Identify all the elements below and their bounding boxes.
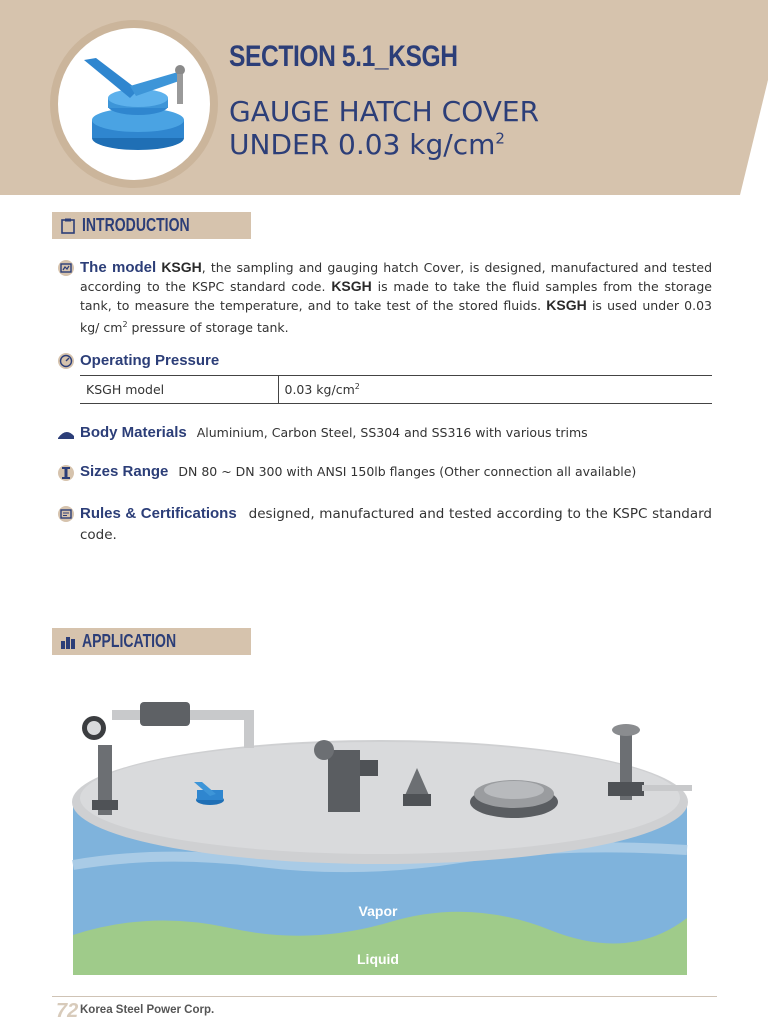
material-icon <box>57 425 75 443</box>
body-materials-row <box>80 424 588 441</box>
building-icon <box>60 634 76 650</box>
product-title-line1: GAUGE HATCH COVER <box>229 95 540 128</box>
size-icon <box>57 464 75 482</box>
sizes-range-label: Sizes Range <box>80 463 169 480</box>
sizes-range-row <box>80 463 636 480</box>
introduction-paragraph: The model KSGH, the sampling and gauging hatch Cover, is designed, manufactured and tested according to the KSPC standard code. KSGH is made to take the fluid samples from the storage tank, to measure the temperature, and to take test of the stored fluids. KSGH is used under 0.03 kg/ $cm^2$ pressure of storage tank. <box>80 259 713 336</box>
certificate-icon <box>57 505 75 523</box>
rules-paragraph <box>80 503 712 546</box>
body-materials-label: Body Materials <box>80 424 187 441</box>
product-photo-badge <box>50 20 218 188</box>
table-row <box>80 376 712 404</box>
page-number: 72 <box>56 1000 79 1022</box>
table-cell-pressure: 0.03 $kg/cm^2$ <box>278 376 712 404</box>
product-title-line2: UNDER 0.03 $kg/cm^2$ <box>229 128 505 161</box>
table-cell-model: KSGH model <box>80 376 278 404</box>
body-materials-value: Aluminium, Carbon Steel, SS304 and SS316 with various trims <box>196 425 588 440</box>
footer-divider <box>52 996 717 997</box>
sizes-range-value: DN 80 ~ DN 300 with ANSI 150lb flanges (Other connection all available) <box>178 464 637 479</box>
liquid-label: Liquid <box>357 951 399 967</box>
vapor-label: Vapor <box>358 903 398 919</box>
product-title <box>229 95 539 161</box>
introduction-label: INTRODUCTION <box>82 215 190 235</box>
introduction-heading <box>52 212 251 239</box>
application-heading <box>52 628 251 655</box>
company-name: Korea Steel Power Corp. <box>80 1004 215 1016</box>
model-icon <box>57 259 75 277</box>
application-label: APPLICATION <box>82 631 177 651</box>
operating-pressure-table <box>80 375 712 404</box>
section-title: SECTION 5.1_KSGH <box>229 40 458 73</box>
operating-pressure-heading: Operating Pressure <box>80 352 220 369</box>
rules-label: Rules & Certifications <box>80 505 237 522</box>
gauge-icon <box>57 352 75 370</box>
storage-tank-illustration <box>60 690 710 980</box>
clipboard-icon <box>60 218 76 234</box>
rules-value: designed, manufactured and tested according to the KSPC standard code. <box>80 506 713 543</box>
header-band <box>0 0 768 195</box>
